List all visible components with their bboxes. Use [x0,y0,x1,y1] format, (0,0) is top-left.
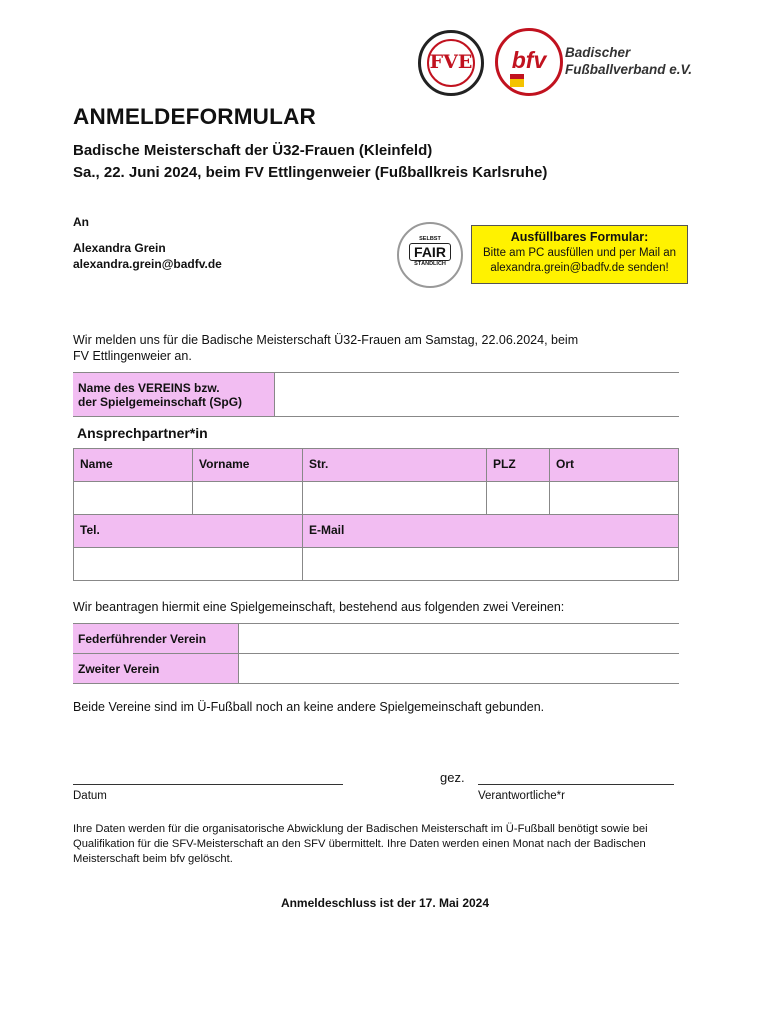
date-label: Datum [73,790,107,802]
association-name: Badischer Fußballverband e.V. [565,45,693,77]
club-name-table [73,372,679,417]
plz-field[interactable] [487,482,550,515]
column-header-vorname: Vorname [193,449,303,482]
fillable-form-notice [471,225,688,284]
column-header-plz: PLZ [487,449,550,482]
recipient-label: An [73,215,89,229]
phone-label: Tel. [74,515,303,548]
column-header-street: Str. [303,449,487,482]
fair-badge-icon: SELBST FAIR STÄNDLICH [397,222,463,288]
registration-intro: Wir melden uns für die Badische Meisterschaft Ü32-Frauen am Samstag, 22.06.2024, beim FV Ettlingenweier an. [73,333,579,363]
ort-field[interactable] [550,482,679,515]
street-field[interactable] [303,482,487,515]
lead-club-label: Federführender Verein [73,624,238,654]
column-header-name: Name [74,449,193,482]
contact-table [73,448,679,581]
email-field[interactable] [303,548,679,581]
recipient-email: alexandra.grein@badfv.de [73,257,222,271]
phone-field[interactable] [74,548,303,581]
vorname-field[interactable] [193,482,303,515]
responsible-label: Verantwortliche*r [478,790,565,802]
spg-statement: Beide Vereine sind im Ü-Fußball noch an keine andere Spielgemeinschaft gebunden. [73,700,545,714]
spg-intro: Wir beantragen hiermit eine Spielgemeinschaft, bestehend aus folgenden zwei Vereinen: [73,600,565,614]
contact-section-title: Ansprechpartner*in [77,425,208,441]
email-label: E-Mail [303,515,679,548]
header-logos [415,30,715,100]
responsible-signature-line[interactable] [478,784,674,785]
notice-body: Bitte am PC ausfüllen und per Mail an alexandra.grein@badfv.de senden! [482,247,677,274]
form-title: ANMELDEFORMULAR [73,104,316,129]
club-name-label: Name des VEREINS bzw. der Spielgemeinschaft (SpG) [73,373,274,417]
spg-table [73,623,679,684]
gez-label: gez. [440,770,465,785]
date-signature-line[interactable] [73,784,343,785]
notice-heading: Ausfüllbares Formular: [510,230,649,244]
association-logo-text: bfv [511,47,547,73]
column-header-ort: Ort [550,449,679,482]
registration-deadline: Anmeldeschluss ist der 17. Mai 2024 [280,896,490,910]
recipient-name: Alexandra Grein [73,241,166,255]
form-subtitle: Badische Meisterschaft der Ü32-Frauen (Kleinfeld) Sa., 22. Juni 2024, beim FV Ettlingenweier (Fußballkreis Karlsruhe) [73,142,548,181]
club-logo-monogram: FVE [429,51,473,73]
recipient-address [73,240,222,272]
lead-club-field[interactable] [238,624,679,654]
privacy-notice: Ihre Daten werden für die organisatorische Abwicklung der Badischen Meisterschaft im Ü-Fußball benötigt sowie bei Qualifikation für die SFV-Meisterschaft an den SFV übermittelt. Ihre Daten werden einen Monat nach der Badischen Meisterschaft beim bfv gelöscht. [73,823,648,865]
club-name-field[interactable] [274,373,679,417]
name-field[interactable] [74,482,193,515]
association-logo [495,28,563,96]
club-logo [418,30,484,96]
second-club-label: Zweiter Verein [73,654,238,684]
second-club-field[interactable] [238,654,679,684]
